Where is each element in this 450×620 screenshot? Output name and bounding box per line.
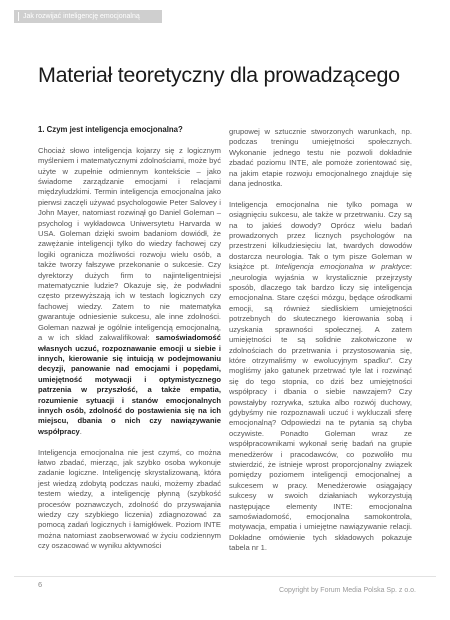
paragraph-text: Chociaż słowo inteligencja kojarzy się z logicznym myśleniem i matematycznymi zdolnościami, może być użyte w zupełnie odmiennym kontekście – jako świadome zarządzanie emocjami i relacjami międzyludzkimi. Termin inteligencja emocjonalna jako pierwsi zaczęli używać psychologowie Peter Salovey i John Mayer, natomiast rozwinął go Daniel Goleman – psycholog i wykładowca Uniwersytetu Harvarda w USA. Goleman dzięki swoim badaniom dowiódł, że zawężanie inteligencji tylko do wiedzy fachowej czy logiki ogranicza możliwości rozwoju wielu osób, a także tworzy fałszywe przekonanie o sukcesie. Czy dyrektorzy dużych firm to najinteligentniejsi matematycznie ludzie? Okazuje się, że podwładni często przewyższają ich w testach logicznych czy fachowej wiedzy. Zatem to nie matematyka gwarantuje odniesienie sukcesu, ale inne zdolności. Goleman nazwał je ogólnie inteligencją emocjonalną, a w ich skład zakwalifikował: (38, 145, 221, 343)
paragraph-text: : „neurologia wyjaśnia w krystalicznie przejrzysty sposób, dlaczego tak bardzo liczy się inteligencja emocjonalna. Stare części mózgu, będące ośrodkami emocji, są również siedliskiem umiejętności potrzebnych do skutecznego kierowania sobą i uzyskania sprawności społecznej. A zatem umiejętności te są solidnie zakotwiczone w zdolnościach do przetrwania i przystosowania się, które otrzymaliśmy w ewolucyjnym spadku”. Czy mogliśmy jako gatunek przetrwać tyle lat i rozwinąć się do tego stopnia, co dziś bez umiejętności współpracy i dbania o siebie nawzajem? Czy powstałyby rozrywka, sztuka albo rozwój duchowy, gdybyśmy nie rozpoznawali uczuć i wykluczali sferę emocjonalną? Odpowiedzi na te pytania są chyba oczywiste. Ponadto Goleman wraz ze współpracownikami wykonał serię badań na grupie menedżerów i pracodawców, co pozwoliło mu stwierdzić, że istnieje wprost proporcjonalny związek pomiędzy poziomem inteligencji emocjonalnej a sukcesem w pracy. Menedżerowie osiągający sukcesy w swoich działaniach wykorzystują następujące elementy INTE: emocjonalna samoświadomość, emocjonalna samokontrola, motywacja, empatia i umiejętne nawiązywanie relacji. Dokładne omówienie tych składowych pokazuje tabela nr 1. (229, 262, 412, 553)
paragraph (229, 200, 412, 554)
book-title: Inteligencja emocjonalna w praktyce (275, 262, 410, 272)
page-number: 6 (38, 580, 43, 589)
page-title: Materiał teoretyczny dla prowadzącego (38, 63, 400, 87)
right-column (229, 127, 412, 564)
copyright-notice: Copyright by Forum Media Polska Sp. z o.o. (279, 587, 416, 594)
header-divider-mark (18, 12, 19, 21)
footer-divider (14, 576, 436, 577)
running-header (14, 10, 162, 23)
emotional-intelligence-components: samoświadomość własnych uczuć, rozpoznawanie emocji u siebie i innych, kierowanie się intuicją w podejmowaniu decyzji, panowanie nad emocjami i popędami, umiejętność motywacji i optymistycznego patrzenia w przyszłość, a także empatia, rozumienie sytuacji i stanów emocjonalnych innych osób, zdolność do postawienia się na ich miejscu, dbania o nich czy nawiązywanie współpracy (38, 333, 221, 436)
left-column (38, 125, 221, 562)
section-heading: 1. Czym jest inteligencja emocjonalna? (38, 125, 183, 134)
paragraph: Inteligencja emocjonalna nie jest czymś, co można łatwo zbadać, mierząc, jak szybko osoba wykonuje zadanie logiczne. Inteligencję skrystalizowaną, która jest wiedzą zdobytą podczas nauki, możemy zbadać testem wiedzy, a inteligencję płynną (szybkość procesów poznawczych, zdolność do przyswajania wiedzy czy szybkiego liczenia) zdiagnozować za pomocą zadań logicznych i łamigłówek. Poziom INTE można natomiast zaobserwować w życiu codziennym czy oszacować w wyniku aktywności (38, 447, 221, 551)
paragraph-text: Inteligencja emocjonalna nie tylko pomaga w osiągnięciu sukcesu, ale także w przetrwaniu. Czy są na to jakieś dowody? Oprócz wielu badań prowadzonych przez licznych psychologów na przestrzeni kilkudziesięciu lat, twardych dowodów dostarcza neurologia. Tak o tym pisze Goleman w książce pt. (229, 199, 412, 272)
paragraph-end: . (79, 426, 82, 436)
paragraph (38, 146, 221, 437)
running-header-title: Jak rozwijać inteligencję emocjonalną (23, 13, 140, 20)
paragraph: grupowej w sztucznie stworzonych warunkach, np. podczas treningu umiejętności społecznych. Wykonanie jednego testu nie pozwoli dokładnie zbadać poziomu INTE, ale pomoże zorientować się, na jakim etapie rozwoju emocjonalnego znajduje się dana jednostka. (229, 127, 412, 189)
